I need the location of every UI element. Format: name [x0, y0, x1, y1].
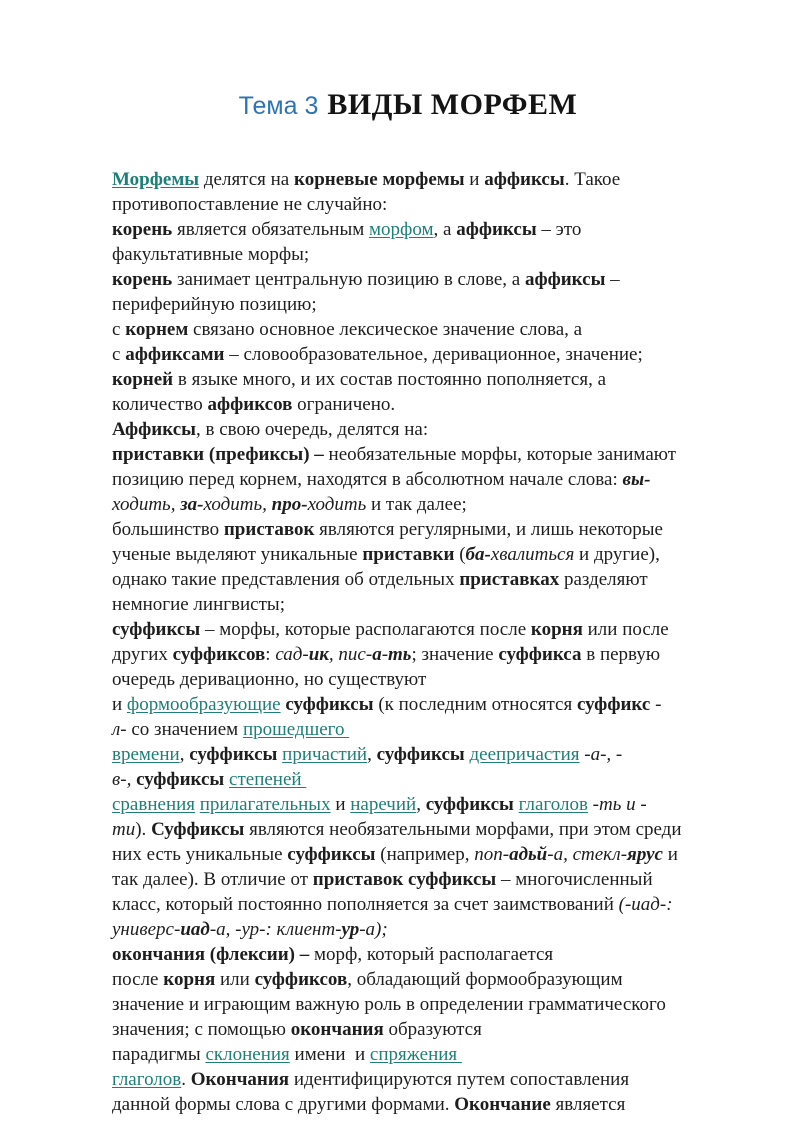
- text-run: факультативные морфы;: [112, 244, 310, 265]
- text-run: про-: [271, 494, 308, 515]
- text-run: -: [381, 644, 389, 665]
- hyperlink[interactable]: морфом: [369, 219, 434, 240]
- text-line: [112, 542, 712, 567]
- text-run: , в свою очередь, делятся на:: [195, 419, 429, 440]
- text-run: универс-: [112, 919, 181, 940]
- text-run: делятся на: [199, 169, 294, 190]
- text-run: данной формы слова с другими формами.: [112, 1094, 455, 1115]
- text-run: приставки (префиксы) –: [112, 444, 324, 465]
- text-run: периферийную позицию;: [112, 294, 317, 315]
- hyperlink[interactable]: склонения: [205, 1044, 290, 1065]
- text-line: [112, 467, 712, 492]
- text-line: [112, 317, 712, 342]
- text-run: :: [265, 644, 276, 665]
- text-line: [112, 942, 712, 967]
- text-line: [112, 367, 712, 392]
- page-title: [0, 0, 800, 140]
- text-line: [112, 742, 712, 767]
- text-line: [112, 617, 712, 642]
- text-run: или: [215, 969, 255, 990]
- text-line: [112, 667, 712, 692]
- text-run: (: [454, 544, 466, 565]
- text-line: [112, 992, 712, 1017]
- text-run: суффиксы: [376, 744, 465, 765]
- text-line: [112, 517, 712, 542]
- text-run: стекл-: [572, 844, 628, 865]
- text-run: ти: [112, 819, 136, 840]
- text-line: [112, 817, 712, 842]
- text-run: за-: [180, 494, 204, 515]
- text-run: а: [372, 644, 382, 665]
- hyperlink[interactable]: времени: [112, 744, 180, 765]
- text-run: парадигмы: [112, 1044, 206, 1065]
- text-line: [112, 442, 712, 467]
- text-run: ,: [328, 644, 339, 665]
- text-run: и так далее;: [366, 494, 467, 515]
- text-run: , а: [433, 219, 457, 240]
- hyperlink[interactable]: Морфемы: [112, 169, 200, 190]
- text-run: суффикса: [498, 644, 582, 665]
- text-run: -а);: [359, 919, 388, 940]
- text-run: суффиксы: [112, 619, 201, 640]
- text-run: суффиксы: [285, 694, 374, 715]
- text-run: суффиксы: [189, 744, 278, 765]
- text-run: приставок суффиксы: [312, 869, 497, 890]
- text-line: [112, 417, 712, 442]
- text-run: позицию перед корнем, находятся в абсолютном начале слова:: [112, 469, 623, 490]
- text-run: Суффиксы: [151, 819, 245, 840]
- text-run: аффиксы: [456, 219, 537, 240]
- text-run: ; значение: [411, 644, 499, 665]
- text-run: ба-: [465, 544, 491, 565]
- text-run: (например,: [375, 844, 475, 865]
- text-run: идентифицируются путем сопоставления: [289, 1069, 630, 1090]
- text-run: -ть и -: [592, 794, 647, 815]
- hyperlink[interactable]: глаголов: [518, 794, 588, 815]
- text-run: немногие лингвисты;: [112, 594, 285, 615]
- hyperlink[interactable]: деепричастия: [469, 744, 580, 765]
- text-run: ходить,: [112, 494, 181, 515]
- text-run: аффиксов: [207, 394, 293, 415]
- text-line: [112, 592, 712, 617]
- text-run: являются регулярными, и лишь некоторые: [314, 519, 663, 540]
- text-run: или после: [582, 619, 669, 640]
- text-run: (-иад-:: [618, 894, 673, 915]
- text-run: ).: [135, 819, 152, 840]
- text-run: ярус: [627, 844, 663, 865]
- text-run: Окончания: [190, 1069, 290, 1090]
- hyperlink[interactable]: прилагательных: [199, 794, 331, 815]
- text-run: значения; с помощью: [112, 1019, 291, 1040]
- text-line: [112, 792, 712, 817]
- text-run: морф, который располагается: [309, 944, 554, 965]
- text-run: л-: [112, 719, 127, 740]
- text-run: других: [112, 644, 173, 665]
- text-run: ,: [416, 794, 426, 815]
- text-line: [112, 192, 712, 217]
- text-run: корнем: [125, 319, 189, 340]
- text-run: ограничено.: [292, 394, 396, 415]
- hyperlink[interactable]: наречий: [350, 794, 417, 815]
- hyperlink[interactable]: формообразующие: [126, 694, 281, 715]
- text-run: ходить: [307, 494, 367, 515]
- text-run: в первую: [581, 644, 661, 665]
- text-line: [112, 1042, 712, 1067]
- text-run: является обязательным: [172, 219, 369, 240]
- text-run: противопоставление не случайно:: [112, 194, 388, 215]
- text-run: окончания (флексии) –: [112, 944, 310, 965]
- hyperlink[interactable]: сравнения: [112, 794, 196, 815]
- hyperlink[interactable]: прошедшего: [242, 719, 350, 740]
- text-run: Аффиксы: [112, 419, 196, 440]
- text-run: и: [662, 844, 678, 865]
- text-run: .: [181, 1069, 191, 1090]
- text-run: -а-, -: [584, 744, 623, 765]
- hyperlink[interactable]: степеней: [229, 769, 307, 790]
- text-line: [112, 1017, 712, 1042]
- title-main: ВИДЫ МОРФЕМ: [327, 88, 578, 121]
- text-run: образуются: [383, 1019, 482, 1040]
- text-run: корня: [530, 619, 583, 640]
- text-run: приставки: [362, 544, 455, 565]
- text-run: ,: [179, 744, 190, 765]
- text-line: [112, 692, 712, 717]
- text-run: и другие),: [574, 544, 660, 565]
- hyperlink[interactable]: причастий: [282, 744, 368, 765]
- text-run: окончания: [290, 1019, 384, 1040]
- text-run: ученые выделяют уникальные: [112, 544, 363, 565]
- text-line: [112, 1067, 712, 1092]
- text-run: ур: [341, 919, 360, 940]
- text-run: и: [330, 794, 351, 815]
- text-line: [112, 267, 712, 292]
- text-line: [112, 292, 712, 317]
- text-run: адьй: [509, 844, 548, 865]
- text-line: [112, 717, 712, 742]
- text-run: корень: [112, 219, 173, 240]
- text-run: хвалиться: [490, 544, 575, 565]
- text-run: суффиксы: [425, 794, 514, 815]
- text-run: аффиксы: [524, 269, 606, 290]
- text-line: [112, 767, 712, 792]
- text-run: имени и: [289, 1044, 370, 1065]
- text-run: со значением: [126, 719, 243, 740]
- text-run: ходить,: [203, 494, 272, 515]
- text-run: с: [112, 319, 126, 340]
- text-run: в языке много, и их состав постоянно пополняется, а: [173, 369, 607, 390]
- text-line: [112, 842, 712, 867]
- text-line: [112, 867, 712, 892]
- text-run: очередь деривационно, но существуют: [112, 669, 427, 690]
- text-run: в-,: [112, 769, 132, 790]
- text-run: корней: [112, 369, 174, 390]
- text-run: корневые морфемы: [294, 169, 465, 190]
- text-run: суффикс: [576, 694, 651, 715]
- text-run: – многочисленный: [496, 869, 653, 890]
- text-line: [112, 1092, 712, 1117]
- text-run: связано основное лексическое значение слова, а: [188, 319, 583, 340]
- text-run: ть: [388, 644, 412, 665]
- text-run: них есть уникальные: [112, 844, 288, 865]
- text-run: ик: [308, 644, 329, 665]
- text-line: [112, 642, 712, 667]
- text-run: большинство: [112, 519, 224, 540]
- text-run: поп-: [474, 844, 510, 865]
- text-line: [112, 967, 712, 992]
- text-run: -а,: [547, 844, 573, 865]
- text-run: значение и играющим важную роль в определении грамматического: [112, 994, 666, 1015]
- text-run: Окончание: [454, 1094, 551, 1115]
- text-run: корень: [112, 269, 173, 290]
- text-line: [112, 492, 712, 517]
- text-run: необязательные морфы, которые занимают: [323, 444, 676, 465]
- text-run: -а, -ур-: клиент-: [209, 919, 342, 940]
- text-run: -: [650, 694, 662, 715]
- text-run: с: [112, 344, 126, 365]
- text-run: является: [550, 1094, 626, 1115]
- hyperlink[interactable]: спряжения: [369, 1044, 462, 1065]
- text-run: – словообразовательное, деривационное, значение;: [224, 344, 643, 365]
- text-run: и: [464, 169, 485, 190]
- text-run: являются необязательными морфами, при этом среди: [244, 819, 682, 840]
- text-run: так далее). В отличие от: [112, 869, 313, 890]
- text-run: суффиксов: [254, 969, 348, 990]
- text-run: вы-: [622, 469, 651, 490]
- text-run: суффиксы: [287, 844, 376, 865]
- text-line: [112, 892, 712, 917]
- text-run: занимает центральную позицию в слове, а: [172, 269, 525, 290]
- text-run: ,: [367, 744, 377, 765]
- text-run: разделяют: [559, 569, 648, 590]
- document-body: [112, 167, 712, 1117]
- text-run: корня: [163, 969, 216, 990]
- text-run: суффиксов: [172, 644, 266, 665]
- text-line: [112, 342, 712, 367]
- text-run: , обладающий формообразующим: [347, 969, 623, 990]
- text-line: [112, 167, 712, 192]
- text-run: пис-: [338, 644, 373, 665]
- text-line: [112, 567, 712, 592]
- text-run: после: [112, 969, 164, 990]
- text-run: приставок: [223, 519, 315, 540]
- text-run: однако такие представления об отдельных: [112, 569, 460, 590]
- text-run: суффиксы: [136, 769, 225, 790]
- text-run: иад: [180, 919, 210, 940]
- text-run: сад-: [275, 644, 309, 665]
- text-line: [112, 917, 712, 942]
- text-line: [112, 392, 712, 417]
- text-run: аффиксы: [484, 169, 565, 190]
- text-run: количество: [112, 394, 208, 415]
- title-prefix: Тема 3: [238, 92, 319, 120]
- text-run: –: [605, 269, 620, 290]
- text-run: . Такое: [564, 169, 621, 190]
- hyperlink[interactable]: глаголов: [112, 1069, 182, 1090]
- text-run: – это: [536, 219, 582, 240]
- text-line: [112, 217, 712, 242]
- text-run: аффиксами: [125, 344, 225, 365]
- text-run: – морфы, которые располагаются после: [200, 619, 531, 640]
- text-run: и: [112, 694, 127, 715]
- text-run: приставках: [459, 569, 560, 590]
- text-line: [112, 242, 712, 267]
- text-run: (к последним относятся: [373, 694, 577, 715]
- text-run: класс, который постоянно пополняется за счет заимствований: [112, 894, 619, 915]
